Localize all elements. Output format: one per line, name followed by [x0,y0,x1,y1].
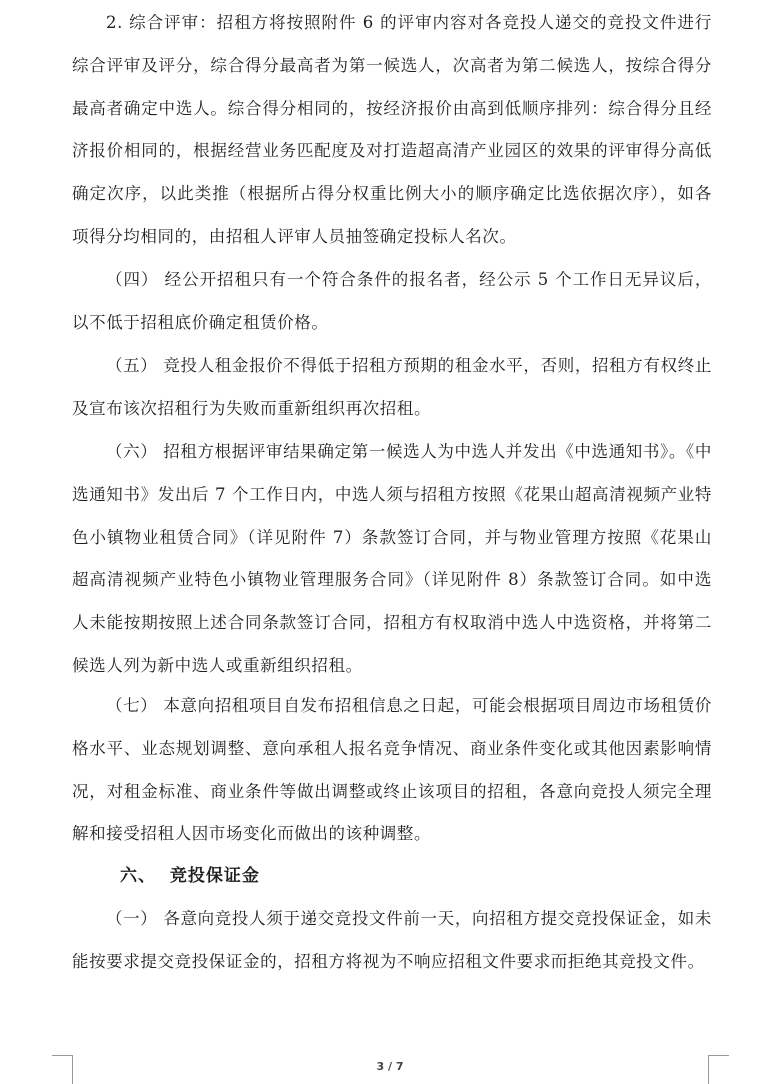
paragraph-item-4: （四） 经公开招租只有一个符合条件的报名者，经公示 5 个工作日无异议后，以不低于招租底价确定租赁价格。 [72,270,712,332]
paragraph-item-5: （五） 竞投人租金报价不得低于招租方预期的租金水平，否则，招租方有权终止及宣布该次招租行为失败而重新组织再次招租。 [72,356,712,418]
section-heading: 六、 竞投保证金 [120,866,260,886]
paragraph-item-7: （七） 本意向招租项目自发布招租信息之日起，可能会根据项目周边市场租赁价格水平、业态规划调整、意向承租人报名竞争情况、商业条件变化或其他因素影响情况，对租金标准、商业条件等做出调整或终止该项目的招租，各意向竞投人须完全理解和接受招租人因市场变化而做出的该种调整。 [72,696,712,844]
paragraph-evaluation: 2. 综合评审：招租方将按照附件 6 的评审内容对各竞投人递交的竞投文件进行综合评审及评分，综合得分最高者为第一候选人，次高者为第二候选人，按综合得分最高者确定中选人。综合得分相同的，按经济报价由高到低顺序排列：综合得分且经济报价相同的，根据经营业务匹配度及对打造超高清产业园区的效果的评审得分高低确定次序，以此类推（根据所占得分权重比例大小的顺序确定比选依据次序），如各项得分均相同的，由招租人评审人员抽签确定投标人名次。 [72,13,712,246]
paragraph-deposit: （一） 各意向竞投人须于递交竞投文件前一天，向招租方提交竞投保证金，如未能按要求提交竞投保证金的，招租方将视为不响应招租文件要求而拒绝其竞投文件。 [72,909,712,971]
page-corner-mark-left [52,1055,73,1084]
paragraph-item-6: （六） 招租方根据评审结果确定第一候选人为中选人并发出《中选通知书》。《中选通知书》发出后 7 个工作日内，中选人须与招租方按照《花果山超高清视频产业特色小镇物业租赁合同》（详见附件 7）条款签订合同，并与物业管理方按照《花果山超高清视频产业特色小镇物业管理服务合同》（详见附件 8）条款签订合同。如中选人未能按期按照上述合同条款签订合同，招租方有权取消中选人中选资格，并将第二候选人列为新中选人或重新组织招租。 [72,442,712,675]
page-number: 3 / 7 [376,1060,404,1073]
page-corner-mark-right [708,1055,729,1084]
